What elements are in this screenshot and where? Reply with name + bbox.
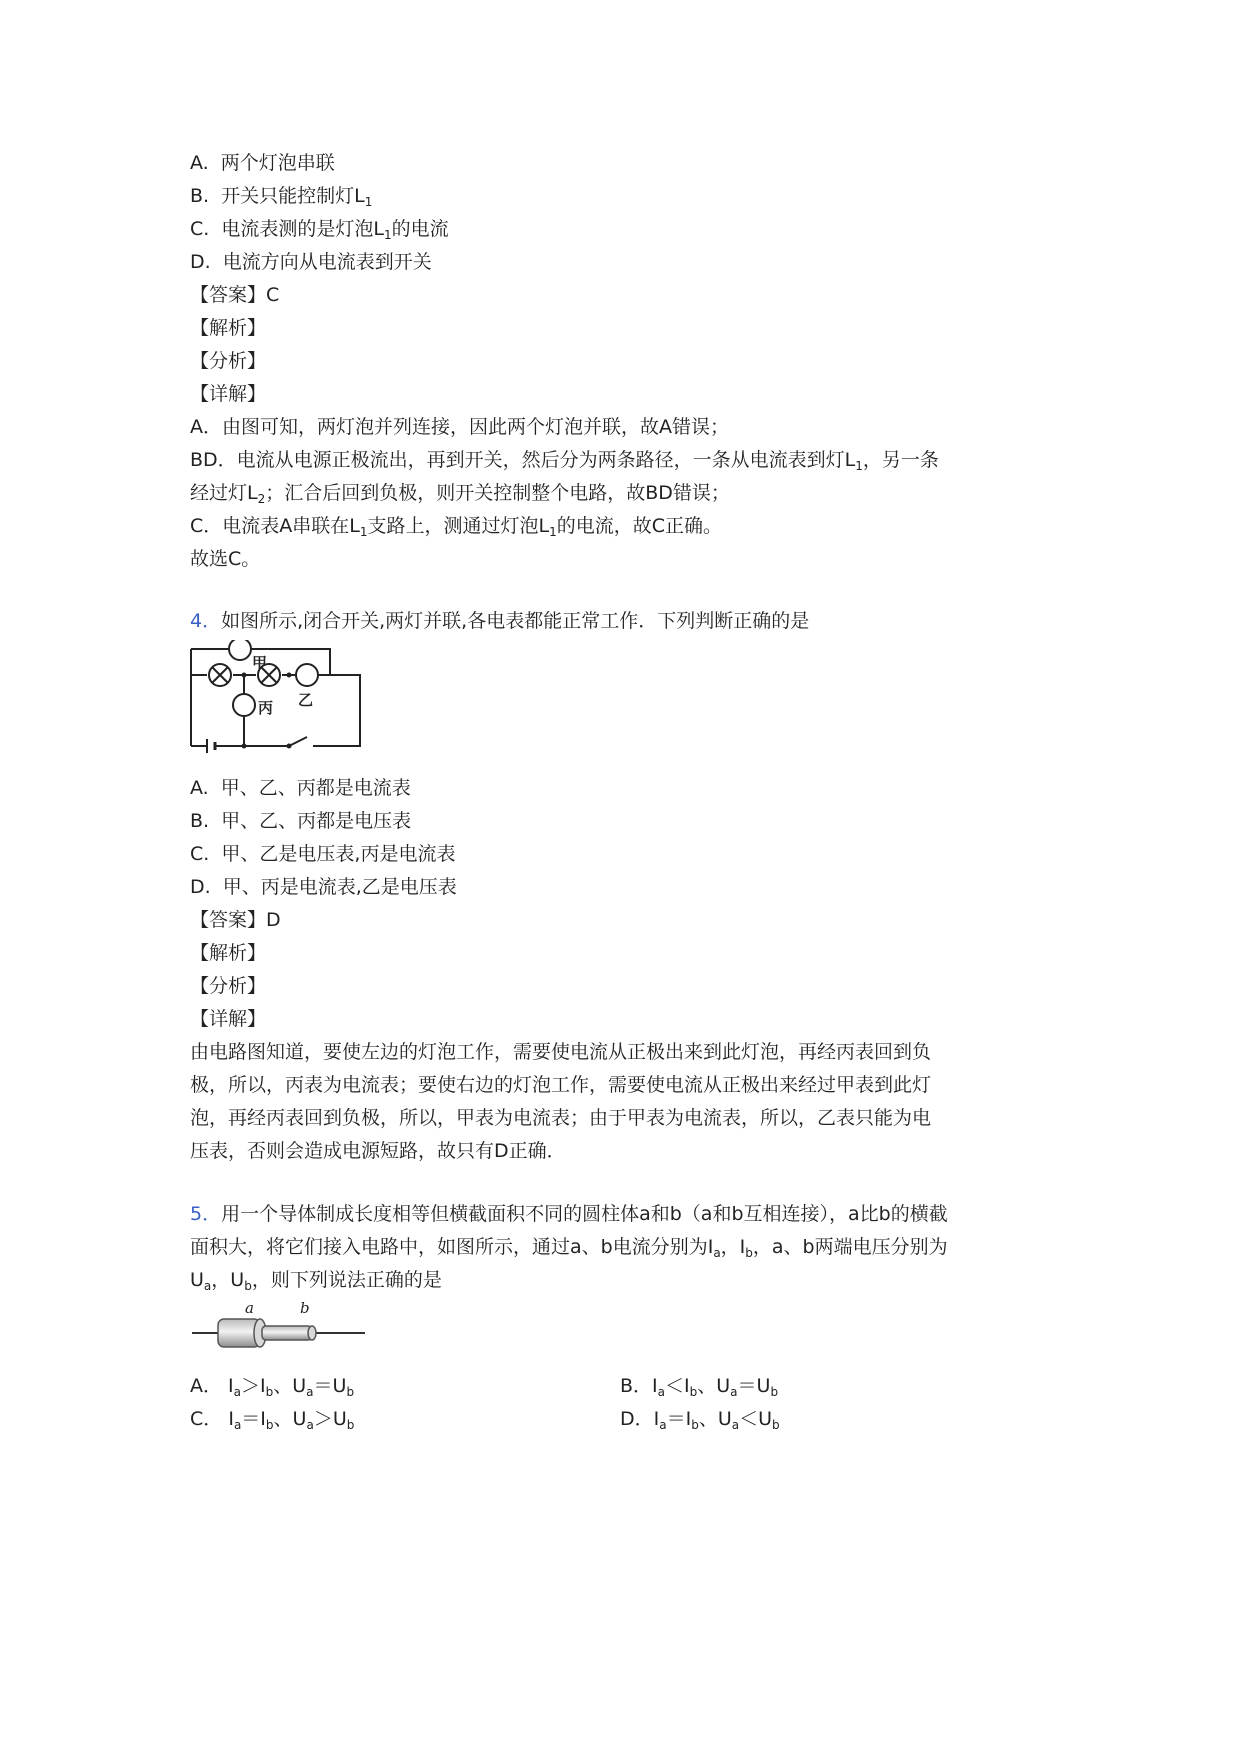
q4-circuit-diagram: [185, 640, 370, 756]
q4-label-bing: 丙: [258, 699, 274, 717]
q4-stem: 4．如图所示,闭合开关,两灯并联,各电表都能正常工作．下列判断正确的是: [190, 610, 810, 632]
q3-answer: 【答案】C: [190, 284, 280, 306]
q3-detail-label: 【详解】: [190, 383, 267, 405]
q5-stem-line-1: 5．用一个导体制成长度相等但横截面积不同的圆柱体a和b（a和b互相连接），a比b的横截: [190, 1203, 948, 1225]
q3-detail-c: C．电流表A串联在$L_1$支路上，测通过灯泡$L_1$的电流，故C正确。: [190, 515, 723, 539]
q4-detail-line-1: 由电路图知道，要使左边的灯泡工作，需要使电流从正极出来到此灯泡，再经丙表回到负: [190, 1041, 932, 1063]
q3-detail-bd-2: 经过灯$L_2$；汇合后回到负极，则开关控制整个电路，故BD错误；: [190, 482, 730, 506]
q5-stem-line-3: $U_a$，$U_b$，则下列说法正确的是: [190, 1269, 442, 1293]
q4-detail-line-3: 泡，再经丙表回到负极，所以，甲表为电流表；由于甲表为电流表，所以，乙表只能为电: [190, 1107, 932, 1129]
q3-analysis-label: 【解析】: [190, 317, 267, 339]
q3-fenxi-label: 【分析】: [190, 350, 267, 372]
q4-option-a: A. 甲、乙、丙都是电流表: [190, 777, 411, 799]
q4-number: 4．: [190, 610, 222, 632]
q3-detail-bd-1: BD．电流从电源正极流出，再到开关，然后分为两条路径，一条从电流表到灯$L_1$，另一条: [190, 449, 939, 473]
q5-label-a: a: [245, 1299, 254, 1317]
q4-option-b: B. 甲、乙、丙都是电压表: [190, 810, 412, 832]
q5-option-a: A． $I_a>I_b$、$U_a=U_b$: [190, 1375, 355, 1399]
q5-conductor-diagram: [190, 1298, 365, 1358]
q4-detail-line-2: 极，所以，丙表为电流表；要使右边的灯泡工作，需要使电流从正极出来经过甲表到此灯: [190, 1074, 932, 1096]
q3-option-a: A. 两个灯泡串联: [190, 152, 335, 174]
q3-option-b: B. 开关只能控制灯$L_1$: [190, 185, 373, 209]
q5-number: 5．: [190, 1203, 222, 1225]
q4-detail-line-4: 压表，否则会造成电源短路，故只有D正确．: [190, 1140, 566, 1162]
q4-fenxi-label: 【分析】: [190, 975, 267, 997]
q4-option-c: C. 甲、乙是电压表,丙是电流表: [190, 843, 456, 865]
q3-option-d: D. 电流方向从电流表到开关: [190, 251, 432, 273]
q4-option-d: D. 甲、丙是电流表,乙是电压表: [190, 876, 457, 898]
q5-stem-line-2: 面积大，将它们接入电路中，如图所示，通过a、b电流分别为$I_a$，$I_b$，a、b两端电压分别为: [190, 1236, 948, 1260]
q4-answer: 【答案】D: [190, 909, 281, 931]
q5-option-c: C． $I_a=I_b$、$U_a>U_b$: [190, 1408, 355, 1432]
q5-label-b: b: [300, 1299, 310, 1317]
q4-analysis-label: 【解析】: [190, 942, 267, 964]
q4-label-yi: 乙: [298, 691, 314, 709]
q5-option-d: D．$I_a=I_b$、$U_a<U_b$: [620, 1408, 780, 1432]
q4-label-jia: 甲: [252, 654, 268, 672]
q3-detail-a: A．由图可知，两灯泡并列连接，因此两个灯泡并联，故A错误；: [190, 416, 729, 438]
q5-option-b: B．$I_a<I_b$、$U_a=U_b$: [620, 1375, 779, 1399]
q4-detail-label: 【详解】: [190, 1008, 267, 1030]
q3-conclusion: 故选C。: [190, 548, 261, 570]
q3-option-c: C. 电流表测的是灯泡$L_1$的电流: [190, 218, 449, 242]
